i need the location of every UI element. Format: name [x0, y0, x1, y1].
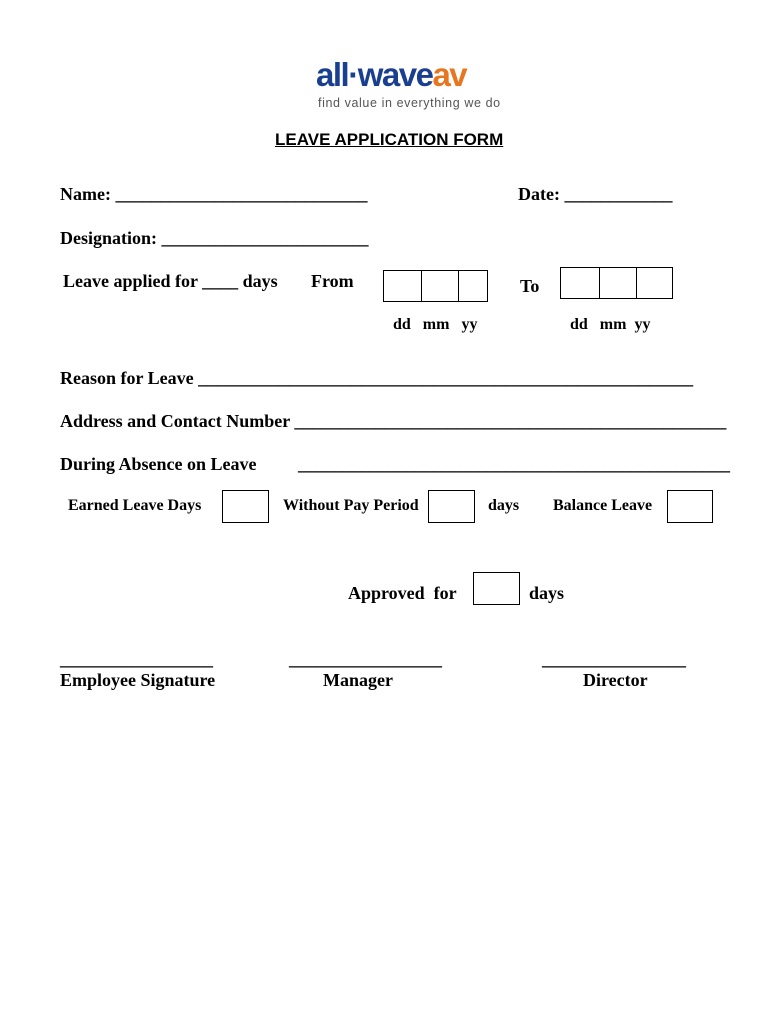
without-pay-days-label: days [488, 497, 520, 514]
director-label: Director [583, 670, 648, 690]
absence-field[interactable]: ________________________________________________ [298, 454, 730, 474]
leave-applied-field[interactable]: Leave applied for ____ days [63, 271, 278, 291]
earned-leave-box[interactable] [222, 490, 269, 523]
reason-field[interactable]: Reason for Leave _______________________________________________________ [60, 368, 694, 388]
logo-dot: · [348, 56, 358, 93]
absence-label: During Absence on Leave [60, 454, 257, 474]
to-date-format: dd mm yy [570, 316, 651, 333]
approved-days-label: days [529, 583, 565, 603]
name-field[interactable]: Name: ____________________________ [60, 184, 368, 204]
address-field[interactable]: Address and Contact Number ________________________________________________ [60, 411, 727, 431]
to-date-boxes[interactable] [560, 267, 673, 299]
to-date-divider [599, 268, 600, 298]
without-pay-box[interactable] [428, 490, 475, 523]
date-field[interactable]: Date: ____________ [518, 184, 673, 204]
logo-part-av: av [432, 56, 467, 93]
logo-part-wave: wave [357, 56, 433, 93]
employee-signature-line[interactable]: _________________ [60, 649, 213, 669]
balance-leave-box[interactable] [667, 490, 713, 523]
director-signature-line[interactable]: ________________ [542, 649, 686, 669]
balance-leave-label: Balance Leave [553, 497, 653, 514]
approved-for-label: Approved for [348, 583, 457, 603]
earned-leave-label: Earned Leave Days [68, 497, 202, 514]
approved-days-box[interactable] [473, 572, 520, 605]
form-title: LEAVE APPLICATION FORM [275, 130, 504, 149]
employee-signature-label: Employee Signature [60, 670, 216, 690]
to-label: To [520, 276, 540, 296]
manager-signature-line[interactable]: _________________ [289, 649, 442, 669]
to-date-divider [636, 268, 637, 298]
without-pay-label: Without Pay Period [283, 497, 419, 514]
from-date-divider [458, 271, 459, 301]
company-logo [316, 56, 466, 94]
from-label: From [311, 271, 354, 291]
logo-part-all: all [316, 56, 349, 93]
logo-tagline: find value in everything we do [318, 96, 501, 110]
from-date-boxes[interactable] [383, 270, 488, 302]
from-date-divider [421, 271, 422, 301]
manager-label: Manager [323, 670, 393, 690]
designation-field[interactable]: Designation: _______________________ [60, 228, 369, 248]
from-date-format: dd mm yy [393, 316, 478, 333]
